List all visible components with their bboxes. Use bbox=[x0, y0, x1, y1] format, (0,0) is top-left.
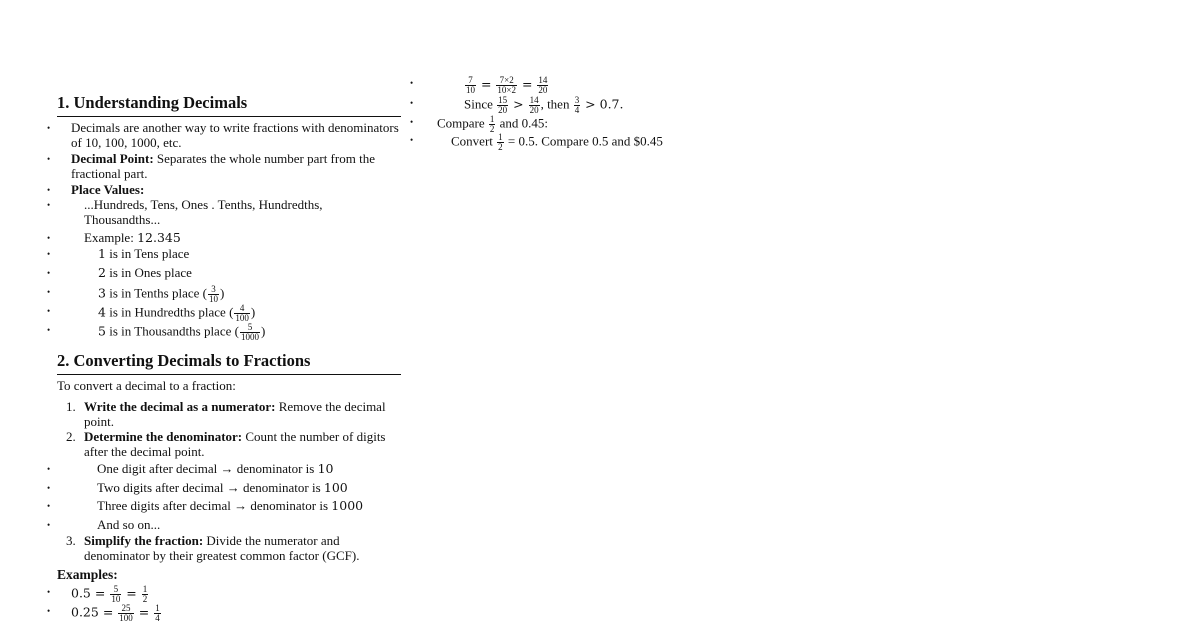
examples-heading: Examples: bbox=[57, 567, 118, 582]
step-item: 2. Determine the denominator: Count the number of digits after the decimal point. bbox=[66, 429, 386, 459]
example-item: • 0.5 = $\frac{5}{10}$ = $\frac{1}{2}$ bbox=[57, 585, 357, 604]
list-item: • Since $\frac{15}{20}$ > $\frac{14}{20}$ , then $\frac{3}{4}$ > 0.7. bbox=[420, 96, 800, 115]
comparison-list bbox=[420, 76, 800, 151]
list-item: • Decimal Point: Separates the whole number part from the fractional part. bbox=[57, 152, 401, 181]
places-list bbox=[57, 247, 377, 342]
step-item: 1. Write the decimal as a numerator: Remove the decimal point. bbox=[66, 399, 386, 429]
section2-heading: 2. Converting Decimals to Fractions bbox=[57, 351, 401, 375]
list-item: • 3 is in Tenths place ( $\frac{3}{10}$ ) bbox=[57, 285, 377, 304]
list-item: • 1 is in Tens place bbox=[57, 247, 377, 266]
list-item: • 4 is in Hundredths place ( $\frac{4}{100}$ ) bbox=[57, 304, 377, 323]
section1-heading: 1. Understanding Decimals bbox=[57, 93, 401, 117]
list-item: • Example: 12.345 bbox=[57, 231, 357, 246]
list-item: • One digit after decimal → denominator is 10 bbox=[57, 462, 377, 481]
section1-list bbox=[57, 121, 401, 198]
list-item: • 5 is in Thousandths place ( $\frac{5}{1000}$ ) bbox=[57, 323, 377, 342]
digit-rules-list bbox=[57, 462, 377, 536]
steps-list-cont bbox=[66, 533, 394, 563]
list-item: • Three digits after decimal → denominator is 1000 bbox=[57, 499, 377, 518]
place-values-list bbox=[57, 198, 357, 246]
list-item: • Convert $\frac{1}{2}$ = 0.5. Compare 0.5 and $0.45 bbox=[420, 133, 800, 151]
list-item: • ...Hundreds, Tens, Ones . Tenths, Hundredths, Thousandths... bbox=[57, 198, 357, 227]
examples-list bbox=[57, 585, 357, 623]
list-item: • Decimals are another way to write fractions with denominators of 10, 100, 1000, etc. bbox=[57, 121, 401, 150]
steps-list bbox=[66, 399, 394, 459]
list-item: • 2 is in Ones place bbox=[57, 266, 377, 285]
section2-intro: To convert a decimal to a fraction: bbox=[57, 378, 236, 393]
list-item: • Two digits after decimal → denominator is 100 bbox=[57, 481, 377, 500]
step-item: 3. Simplify the fraction: Divide the numerator and denominator by their greatest common factor (GCF). bbox=[66, 533, 360, 563]
list-item: • Place Values: bbox=[57, 183, 401, 198]
list-item: • And so on... bbox=[57, 518, 377, 537]
list-item: • Compare $\frac{1}{2}$ and 0.45: bbox=[420, 115, 800, 133]
example-item: • 0.25 = $\frac{25}{100}$ = $\frac{1}{4}$ bbox=[57, 604, 357, 623]
list-item: • $\frac{7}{10}$ = $\frac{7\times 2}{10\times 2}$ = $\frac{14}{20}$ bbox=[420, 76, 800, 96]
